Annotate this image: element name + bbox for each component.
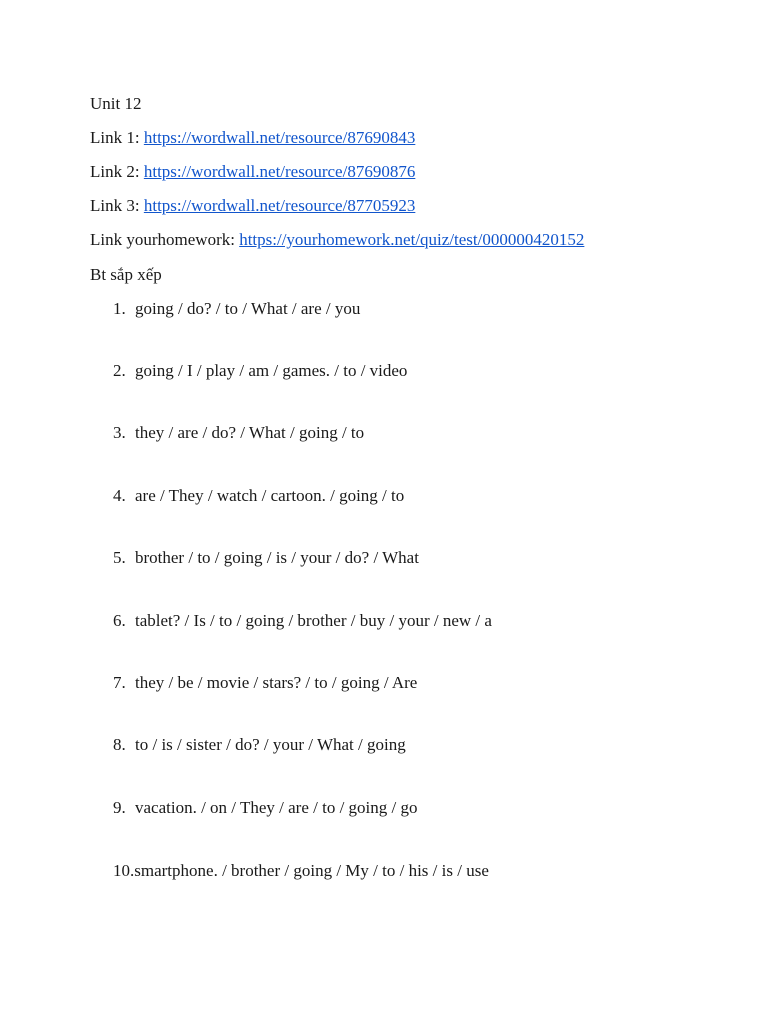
item-number: 10. <box>113 861 135 880</box>
item-text: going / I / play / am / games. / to / video <box>135 361 408 380</box>
item-text: going / do? / to / What / are / you <box>135 299 361 318</box>
link-label-3: Link 3: <box>90 196 144 215</box>
list-item <box>113 797 418 819</box>
item-text: they / be / movie / stars? / to / going / Are <box>135 673 418 692</box>
link-label-1: Link 1: <box>90 128 144 147</box>
exercise-heading: Bt sắp xếp <box>90 265 162 284</box>
list-item <box>113 298 360 320</box>
link-row-1 <box>90 127 415 149</box>
link-url-2[interactable]: https://wordwall.net/resource/87690876 <box>143 162 416 181</box>
list-item <box>113 485 404 507</box>
item-text: vacation. / on / They / are / to / going / go <box>135 798 418 817</box>
list-item <box>113 422 364 444</box>
item-number: 8. <box>113 735 126 754</box>
item-number: 9. <box>113 798 126 817</box>
list-item <box>113 610 492 632</box>
list-item <box>113 547 419 569</box>
link-label-homework: Link yourhomework: <box>90 230 240 249</box>
list-item <box>113 734 406 756</box>
link-url-3[interactable]: https://wordwall.net/resource/87705923 <box>143 196 416 215</box>
list-item <box>113 672 417 694</box>
link-label-2: Link 2: <box>90 162 144 181</box>
link-url-1[interactable]: https://wordwall.net/resource/87690843 <box>143 128 416 147</box>
item-number: 7. <box>113 673 126 692</box>
link-row-2 <box>90 161 415 183</box>
item-number: 6. <box>113 611 126 630</box>
item-number: 5. <box>113 548 126 567</box>
link-url-homework[interactable]: https://yourhomework.net/quiz/test/000000420152 <box>239 230 585 249</box>
link-row-homework <box>90 229 584 251</box>
item-text: are / They / watch / cartoon. / going / to <box>135 486 405 505</box>
item-number: 4. <box>113 486 126 505</box>
link-row-3 <box>90 195 415 217</box>
item-text: tablet? / Is / to / going / brother / buy / your / new / a <box>135 611 492 630</box>
list-item <box>113 360 407 382</box>
item-number: 2. <box>113 361 126 380</box>
item-text: smartphone. / brother / going / My / to / his / is / use <box>134 861 489 880</box>
unit-title: Unit 12 <box>90 94 142 113</box>
item-text: brother / to / going / is / your / do? / What <box>135 548 419 567</box>
item-text: to / is / sister / do? / your / What / going <box>135 735 406 754</box>
item-number: 1. <box>113 299 126 318</box>
list-item <box>113 860 489 882</box>
item-number: 3. <box>113 423 126 442</box>
item-text: they / are / do? / What / going / to <box>135 423 365 442</box>
